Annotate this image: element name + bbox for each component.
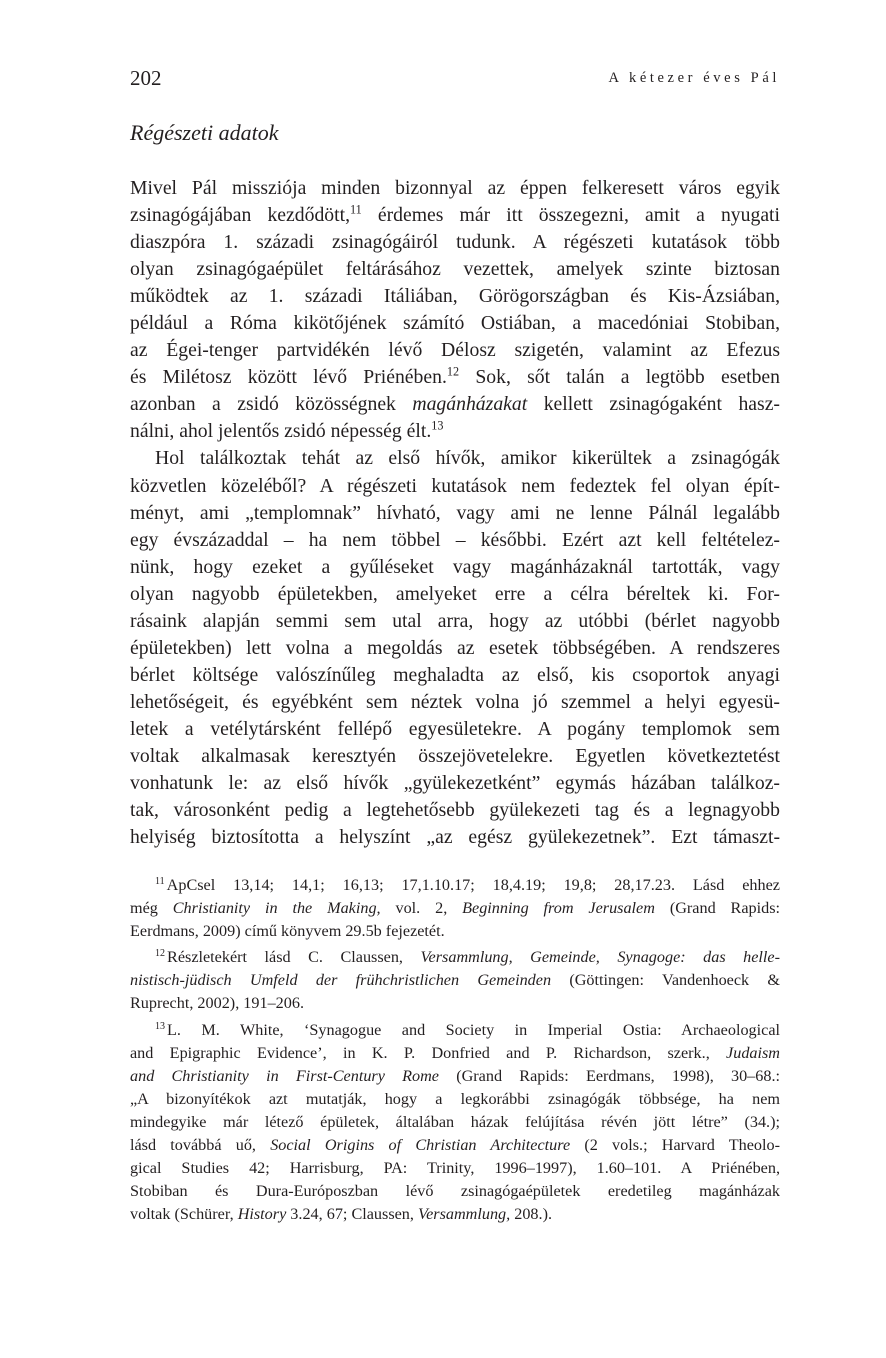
footnote-ref-13[interactable]: 13 xyxy=(431,419,444,434)
paragraph-1-line-7: az Égei-tenger partvidékén lévő Délosz szigetén, valamint az Efezus xyxy=(130,339,780,362)
paragraph-1-line-4: olyan zsinagógaépület feltárásához vezettek, amelyek szinte biztosan xyxy=(130,258,780,281)
paragraph-1-line-9 xyxy=(130,391,780,418)
footnote-line xyxy=(130,946,780,969)
footnote-ref-11[interactable]: 11 xyxy=(350,202,362,217)
footnote-line xyxy=(130,969,780,992)
text-span: nálni, ahol jelentős zsidó népesség élt. xyxy=(130,420,432,443)
text-span: azonban a zsidó közösségnek xyxy=(130,393,413,416)
text-span: (2 vols.; Harvard Theolo- xyxy=(570,1136,780,1155)
text-span: (Göttingen: Vandenhoeck & xyxy=(551,971,781,990)
paragraph-1-line-2 xyxy=(130,202,780,229)
paragraph-1-line-1: Mivel Pál missziója minden bizonnyal az éppen felkeresett város egyik xyxy=(130,177,780,199)
paragraph-2-line-13: vonhatunk le: az első hívők „gyülekezetként” egymás házában találkoz- xyxy=(130,772,780,795)
paragraph-2-line-4: egy évszázaddal – ha nem többel – későbbi. Ezért azt kell feltételez- xyxy=(130,528,780,551)
text-span: ApCsel 13,14; 14,1; 16,13; 17,1.10.17; 18,4.19; 19,8; 28,17.23. Lásd ehhez xyxy=(166,876,780,894)
paragraph-1-line-8 xyxy=(130,364,780,391)
book-title: and Christianity in First-Century Rome xyxy=(130,1066,439,1085)
book-page xyxy=(130,0,780,1358)
text-span: érdemes már itt összegezni, amit a nyugati xyxy=(361,204,780,227)
book-title: History xyxy=(237,1205,287,1224)
paragraph-2-line-15: helyiség biztosította a helyszínt „az egész gyülekezetnek”. Ezt támaszt- xyxy=(130,826,780,849)
paragraph-1-line-10 xyxy=(130,418,780,445)
text-span: (Grand Rapids: xyxy=(654,899,781,918)
text-span: vol. 2, xyxy=(380,899,463,918)
paragraph-2-line-5: nünk, hogy ezeket a gyűléseket vagy magánházaknál tartották, vagy xyxy=(130,555,780,578)
paragraph-1-line-3: diaszpóra 1. századi zsinagógáiról tudunk. A régészeti kutatások több xyxy=(130,231,780,254)
text-span: kellett zsinagógaként hasz- xyxy=(527,393,780,416)
footnote-line xyxy=(130,1065,780,1088)
text-span: voltak (Schürer, xyxy=(130,1205,238,1224)
footnote-line: Eerdmans, 2009) című könyvem 29.5b fejezetét. xyxy=(130,922,445,941)
footnote-13 xyxy=(130,1019,780,1227)
paragraph-2-line-2: közvetlen közeléből? A régészeti kutatások nem fedeztek fel olyan épít- xyxy=(130,474,780,497)
paragraph-1-line-6: például a Róma kikötőjének számító Ostiában, a macedóniai Stobiban, xyxy=(130,312,780,335)
section-title: Régészeti adatok xyxy=(130,120,279,145)
book-title: Christianity in the Making, xyxy=(172,899,381,918)
paragraph-2-line-7: rásaink alapján semmi sem utal arra, hogy az utóbbi (bérlet nagyobb xyxy=(130,609,780,632)
text-span: még xyxy=(130,899,173,918)
footnote-11 xyxy=(130,874,780,943)
book-title: Versammlung, xyxy=(418,1205,511,1224)
book-title: Versammlung, Gemeinde, Synagoge: das helle- xyxy=(420,948,780,967)
text-span: lásd továbbá uő, xyxy=(130,1136,271,1155)
text-span: és Milétosz között lévő Priénében. xyxy=(130,366,447,389)
paragraph-2-line-1: Hol találkoztak tehát az első hívők, amikor kikerültek a zsinagógák xyxy=(155,447,780,470)
paragraph-2-line-6: olyan nagyobb épületekben, amelyeket erre a célra béreltek ki. For- xyxy=(130,582,780,605)
footnote-line xyxy=(130,1019,780,1042)
paragraph-2-line-9: bérlet költsége valószínűleg meghaladta az első, kis csoportok anyagi xyxy=(130,663,780,686)
footnote-line xyxy=(130,1042,780,1065)
book-title: Social Origins of Christian Architecture xyxy=(270,1136,571,1155)
footnote-line xyxy=(130,874,780,897)
footnote-line: Stobiban és Dura-Európoszban lévő zsinagógaépületek eredetileg magánházak xyxy=(130,1182,780,1201)
paragraph-2-line-3: ményt, ami „templomnak” hívható, vagy ami ne lenne Pálnál legalább xyxy=(130,501,780,524)
text-span: (Grand Rapids: Eerdmans, 1998), 30–68.: xyxy=(438,1066,780,1085)
text-span: 208.). xyxy=(510,1205,552,1224)
footnotes xyxy=(130,874,780,1226)
running-head: A kétezer éves Pál xyxy=(608,70,780,86)
footnote-line xyxy=(130,897,780,920)
text-span: L. M. White, ‘Synagogue and Society in Imperial Ostia: Archaeological xyxy=(167,1020,780,1039)
text-span: Részletekért lásd C. Claussen, xyxy=(167,948,421,967)
emphasis-text: magánházakat xyxy=(412,393,528,416)
page-number: 202 xyxy=(130,66,162,90)
paragraph-2-line-8: épületekben) lett volna a megoldás az esetek többségében. A rendszeres xyxy=(130,636,780,659)
text-span: and Epigraphic Evidence’, in K. P. Donfried and P. Richardson, szerk., xyxy=(130,1043,727,1062)
book-title: nistisch-jüdisch Umfeld der frühchristlichen Gemeinden xyxy=(130,971,552,990)
footnote-12 xyxy=(130,946,780,1015)
page-header xyxy=(130,66,780,94)
footnote-line: mindegyike már létező épületek, általában házak felújítása révén jött létre” (34.); xyxy=(130,1112,780,1131)
paragraph-2-line-12: voltak alkalmasak keresztyén összejövetelekre. Egyetlen következtetést xyxy=(130,744,780,767)
book-title: Judaism xyxy=(726,1043,780,1062)
footnote-line: gical Studies 42; Harrisburg, PA: Trinity, 1996–1997), 1.60–101. A Priénében, xyxy=(130,1159,780,1178)
footnote-line: „A bizonyítékok azt mutatják, hogy a legkorábbi zsinagógák többsége, ha nem xyxy=(130,1089,780,1108)
text-span: zsinagógájában kezdődött, xyxy=(130,204,351,227)
footnote-line: Ruprecht, 2002), 191–206. xyxy=(130,994,304,1013)
footnote-number: 12 xyxy=(155,948,166,960)
book-title: Beginning from Jerusalem xyxy=(462,899,655,918)
text-span: 3.24, 67; Claussen, xyxy=(286,1205,418,1224)
paragraph-2-line-11: letek a vetélytársként fellépő egyesületekre. A pogány templomok sem xyxy=(130,717,780,740)
body-text xyxy=(130,175,780,851)
footnote-line xyxy=(130,1134,780,1157)
footnote-ref-12[interactable]: 12 xyxy=(446,365,460,379)
footnote-line xyxy=(130,1203,780,1226)
footnote-number: 13 xyxy=(155,1020,166,1032)
paragraph-2-line-10: lehetőségeit, és egyébként sem néztek volna jó szemmel a helyi egyesü- xyxy=(130,690,780,713)
paragraph-2-line-14: tak, városonként pedig a legtehetősebb gyülekezeti tag és a legnagyobb xyxy=(130,799,780,822)
paragraph-1-line-5: működtek az 1. századi Itáliában, Görögországban és Kis-Ázsiában, xyxy=(130,285,780,308)
text-span: Sok, sőt talán a legtöbb esetben xyxy=(459,366,781,389)
footnote-number: 11 xyxy=(155,875,165,887)
